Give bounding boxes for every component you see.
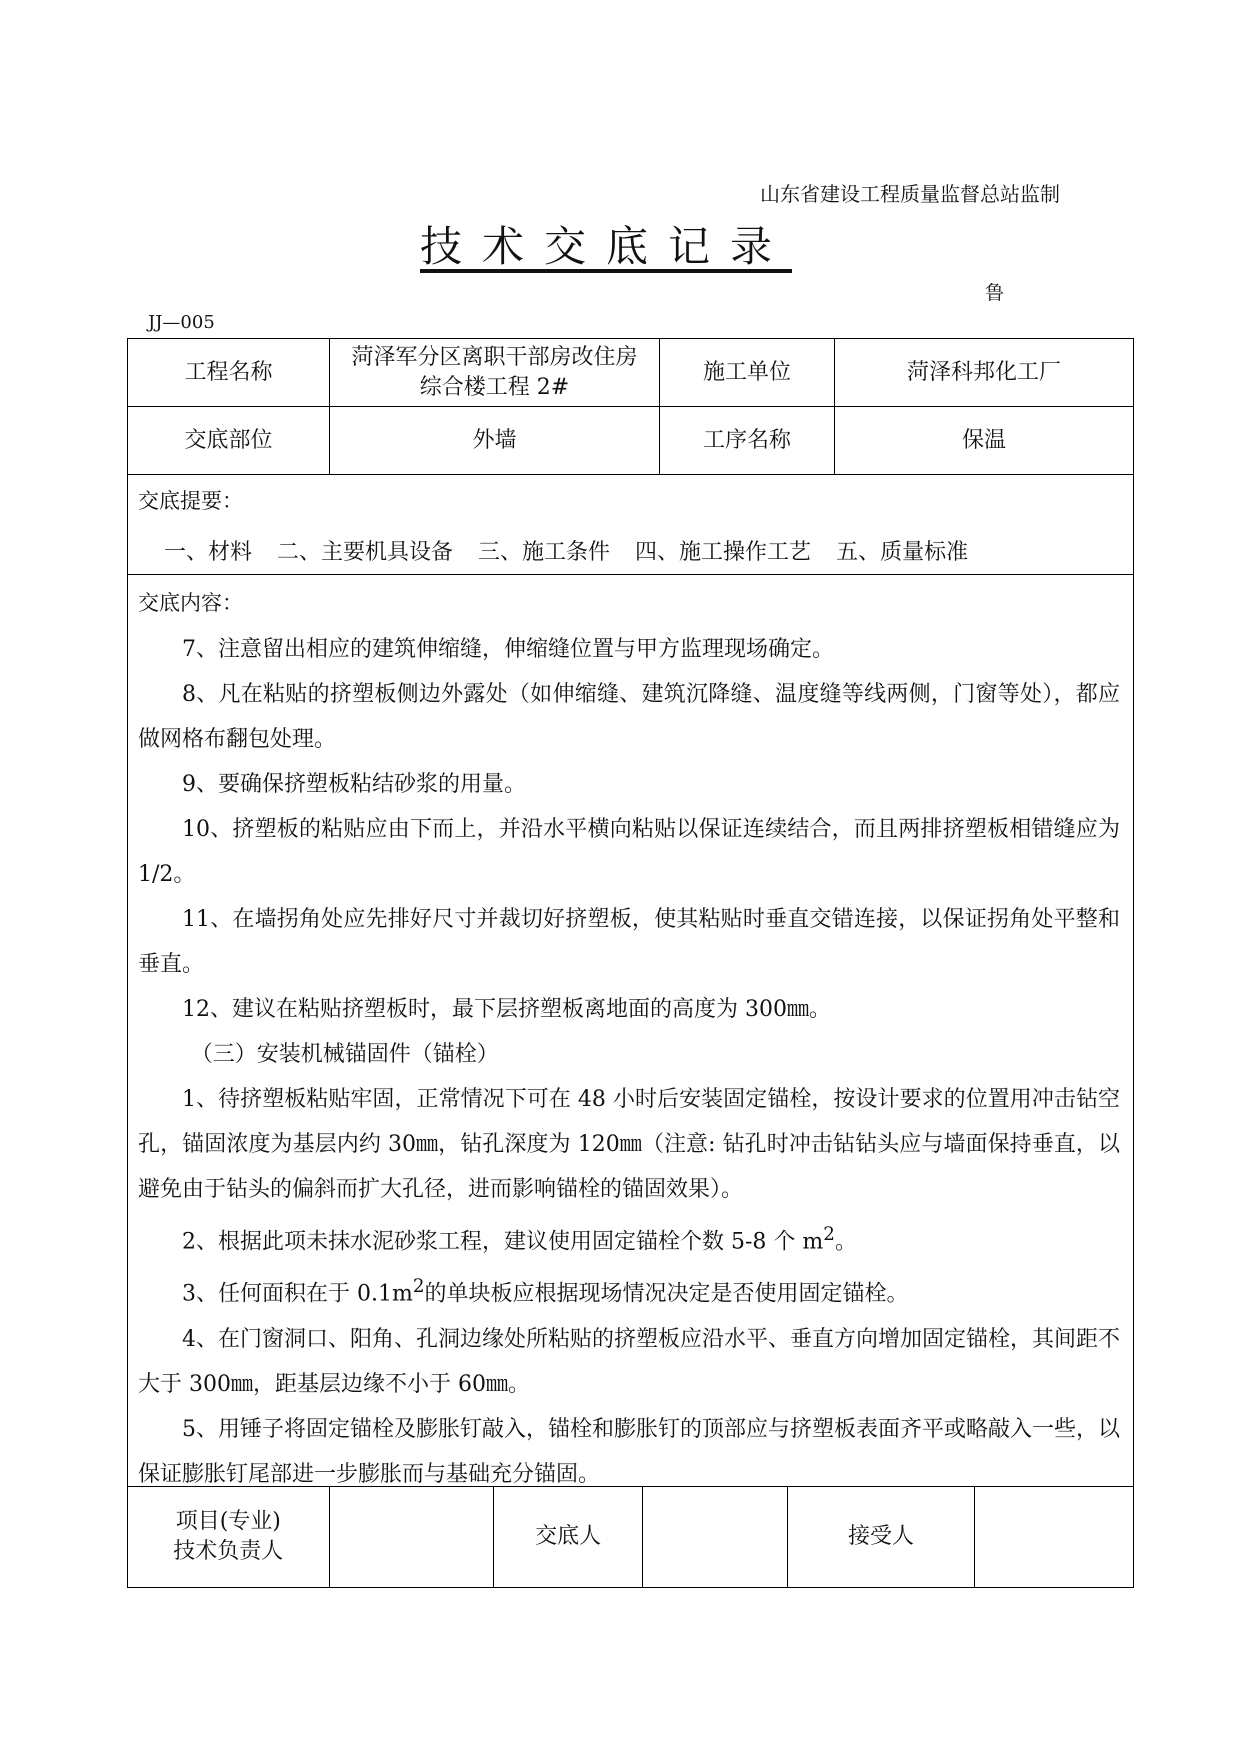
anchor-paragraph-3-end: 的单块板应根据现场情况决定是否使用固定锚栓。 [424, 1281, 909, 1307]
location-value: 外墙 [330, 407, 660, 474]
tech-lead-label: 项目(专业) 技术负责人 [128, 1487, 330, 1587]
discloser-signature-field[interactable] [643, 1487, 788, 1587]
construction-unit-value: 菏泽科邦化工厂 [906, 359, 1061, 385]
paragraph-7: 7、注意留出相应的建筑伸缩缝，伸缩缝位置与甲方监理现场确定。 [182, 637, 834, 662]
summary-items [164, 535, 968, 566]
superscript-2: 2 [823, 1224, 835, 1245]
construction-unit-label: 施工单位 [660, 339, 835, 406]
receiver-label: 接受人 [788, 1487, 976, 1587]
summary-item: 二、主要机具设备 [277, 540, 454, 565]
summary-item: 三、施工条件 [478, 540, 611, 565]
content-label: 交底内容： [138, 591, 243, 615]
province-code: 鲁 [985, 282, 1005, 304]
form-code: JJ—005 [148, 312, 215, 333]
location-row [128, 407, 1133, 475]
project-row [128, 339, 1133, 407]
process-label: 工序名称 [660, 407, 835, 474]
supervisor-note: 山东省建设工程质量监督总站监制 [760, 182, 1060, 206]
summary-item: 四、施工操作工艺 [635, 540, 812, 565]
process-value: 保温 [961, 427, 1006, 453]
anchor-paragraph-3-text: 3、任何面积在于 0.1m [182, 1281, 413, 1307]
disclosure-form [127, 338, 1134, 1588]
anchor-paragraph-5: 5、用锤子将固定锚栓及膨胀钉敲入，锚栓和膨胀钉的顶部应与挤塑板表面齐平或略敲入一些，以保证膨胀钉尾部进一步膨胀而与基础充分锚固。 [138, 1416, 1121, 1487]
paragraph-9: 9、要确保挤塑板粘结砂浆的用量。 [182, 772, 526, 797]
content-section [128, 575, 1133, 1487]
paragraph-8: 8、凡在粘贴的挤塑板侧边外露处（如伸缩缝、建筑沉降缝、温度缝等线两侧，门窗等处），都应做网格布翻包处理。 [138, 682, 1120, 752]
anchor-paragraph-3 [138, 1264, 1120, 1316]
project-name-label: 工程名称 [128, 339, 330, 406]
project-name-value: 菏泽军分区离职干部房改住房综合楼工程 2# [330, 339, 660, 406]
receiver-signature-field[interactable] [975, 1487, 1133, 1587]
paragraph-11: 11、在墙拐角处应先排好尺寸并裁切好挤塑板，使其粘贴时垂直交错连接，以保证拐角处平整和垂直。 [138, 907, 1120, 977]
document-title: 技术交底记录 [420, 222, 793, 271]
anchor-paragraph-1: 1、待挤塑板粘贴牢固，正常情况下可在 48 小时后安装固定锚栓，按设计要求的位置用冲击钻空孔，锚固浓度为基层内约 30㎜，钻孔深度为 120㎜（注意: 钻孔时冲击钻钻头应与墙面保持垂直，以避免由于钻头的偏斜而扩大孔径，进而影响锚栓的锚固效果）。 [138, 1087, 1120, 1202]
paragraph-12: 12、建议在粘贴挤塑板时，最下层挤塑板离地面的高度为 300㎜。 [182, 997, 831, 1022]
tech-lead-signature-field[interactable] [330, 1487, 495, 1587]
summary-label: 交底提要： [138, 489, 243, 513]
signature-row [128, 1487, 1133, 1587]
paragraph-10: 10、挤塑板的粘贴应由下而上，并沿水平横向粘贴以保证连续结合，而且两排挤塑板相错缝应为 1/2。 [138, 817, 1120, 887]
superscript-2: 2 [412, 1276, 425, 1298]
summary-item: 五、质量标准 [836, 540, 969, 565]
anchor-paragraph-2 [138, 1212, 1120, 1264]
section-heading-anchors: （三）安装机械锚固件（锚栓） [190, 1042, 499, 1067]
summary-section [128, 475, 1133, 575]
content-body [138, 627, 1120, 1497]
discloser-label: 交底人 [494, 1487, 643, 1587]
anchor-paragraph-4: 4、在门窗洞口、阳角、孔洞边缘处所粘贴的挤塑板应沿水平、垂直方向增加固定锚栓，其间距不大于 300㎜，距基层边缘不小于 60㎜。 [138, 1326, 1121, 1397]
anchor-paragraph-2-text: 2、根据此项未抹水泥砂浆工程，建议使用固定锚栓个数 5-8 个 m [182, 1229, 824, 1255]
anchor-paragraph-2-end: 。 [834, 1229, 857, 1255]
summary-item: 一、材料 [164, 540, 253, 565]
location-label: 交底部位 [128, 407, 330, 474]
